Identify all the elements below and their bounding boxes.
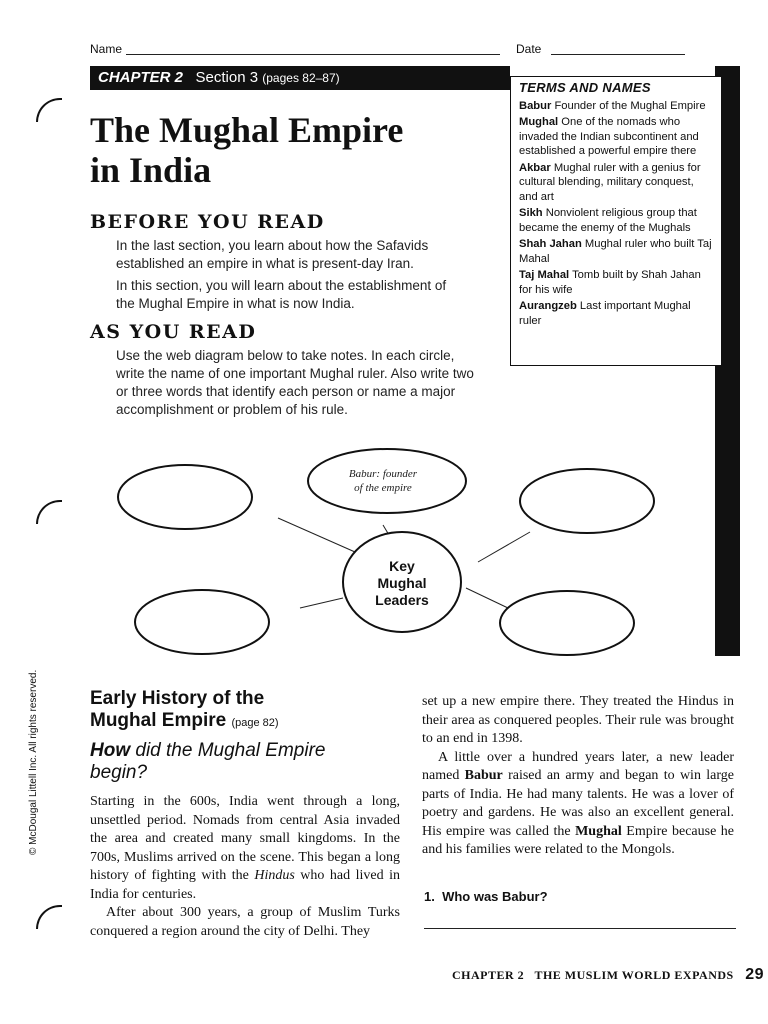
- focus-question: How did the Mughal Empire begin?: [90, 740, 326, 783]
- term-item: Aurangzeb Last important Mughal ruler: [519, 300, 691, 327]
- before-you-read-p2: In this section, you will learn about the establishment of the Mughal Empire in what is now India.: [116, 278, 447, 311]
- name-label: Name: [90, 42, 123, 56]
- term-item: Shah Jahan Mughal ruler who built Taj Mahal: [519, 238, 712, 265]
- right-paragraph-1: set up a new empire there. They treated the Hindus in their area as conquered peoples. Their rule was brought to an end in 1398.: [422, 694, 734, 746]
- answer-line[interactable]: [424, 928, 736, 929]
- early-history-heading: Early History of the Mughal Empire (page 82): [90, 688, 279, 731]
- babur-note-line1: Babur: founder: [348, 468, 418, 480]
- page-number: 29: [745, 966, 765, 983]
- term-item: Akbar Mughal ruler with a genius for cultural blending, military conquest, and art: [519, 161, 701, 203]
- before-you-read-heading: BEFORE YOU READ: [90, 211, 325, 233]
- date-label: Date: [516, 42, 542, 56]
- web-diagram: [100, 440, 660, 670]
- margin-bracket: [36, 905, 62, 929]
- name-field-line[interactable]: [126, 54, 500, 55]
- date-field-line[interactable]: [551, 54, 685, 55]
- banner-pages: (pages 82–87): [262, 71, 340, 85]
- empty-circle-bottom-left[interactable]: [135, 590, 269, 654]
- right-paragraph-2: A little over a hundred years later, a new leader named Babur raised an army and began to win large parts of India. He had many talents. He was a lover of poetry and gardens. He was also an excellent general. His empire was called the Mughal Empire because he and his families were related to the Mongols.: [422, 749, 734, 857]
- terms-and-names-box: [510, 76, 722, 366]
- right-column-text: [422, 693, 734, 860]
- page-title: The Mughal Empire in India: [90, 110, 404, 190]
- banner-section: Section 3: [195, 69, 259, 86]
- connector-line: [478, 532, 530, 562]
- left-column-text: [90, 793, 400, 941]
- copyright-notice: © McDougal Littell Inc. All rights reserved.: [28, 669, 39, 855]
- empty-circle-top-right[interactable]: [520, 469, 654, 533]
- margin-bracket: [36, 500, 62, 524]
- as-you-read-heading: AS YOU READ: [90, 321, 257, 343]
- term-item: Mughal One of the nomads who invaded the Indian subcontinent and established a powerful empire there: [519, 116, 699, 157]
- left-paragraph-2: After about 300 years, a group of Muslim Turks conquered a region around the city of Delhi. They: [90, 905, 400, 939]
- connector-line: [278, 518, 355, 552]
- chapter-banner: [90, 66, 510, 90]
- empty-circle-top-left[interactable]: [118, 465, 252, 529]
- circle-top-center[interactable]: [308, 449, 466, 513]
- question-1: 1. Who was Babur?: [424, 889, 548, 904]
- center-label-line1: Key: [389, 558, 415, 574]
- page-footer: CHAPTER 2 THE MUSLIM WORLD EXPANDS 29: [452, 966, 765, 983]
- empty-circle-bottom-right[interactable]: [500, 591, 634, 655]
- babur-note-line2: of the empire: [354, 482, 412, 494]
- term-item: Sikh Nonviolent religious group that became the enemy of the Mughals: [519, 207, 697, 234]
- left-paragraph-1: Starting in the 600s, India went through a long, unsettled period. Nomads from central Asia invaded the area and created many small kingdoms. In the 700s, Muslims arrived on the scene. This began a long history of fighting with the Hindus who had lived in India for centuries.: [90, 794, 400, 902]
- center-label-line3: Leaders: [375, 592, 429, 608]
- terms-title: TERMS AND NAMES: [519, 80, 651, 95]
- as-you-read-p1: Use the web diagram below to take notes. In each circle, write the name of one important Mughal ruler. Also write two or three words that identify each person or name a major accomplishment or problem of his rule.: [116, 348, 474, 417]
- term-item: Babur Founder of the Mughal Empire: [519, 99, 706, 112]
- before-you-read-p1: In the last section, you learn about how the Safavids established an empire in what is present-day Iran.: [116, 238, 429, 271]
- connector-line: [300, 598, 343, 608]
- term-item: Taj Mahal Tomb built by Shah Jahan for his wife: [519, 269, 701, 296]
- connector-line: [466, 588, 508, 608]
- margin-bracket: [36, 98, 62, 122]
- center-label-line2: Mughal: [377, 575, 427, 591]
- banner-chapter: CHAPTER 2: [98, 69, 184, 86]
